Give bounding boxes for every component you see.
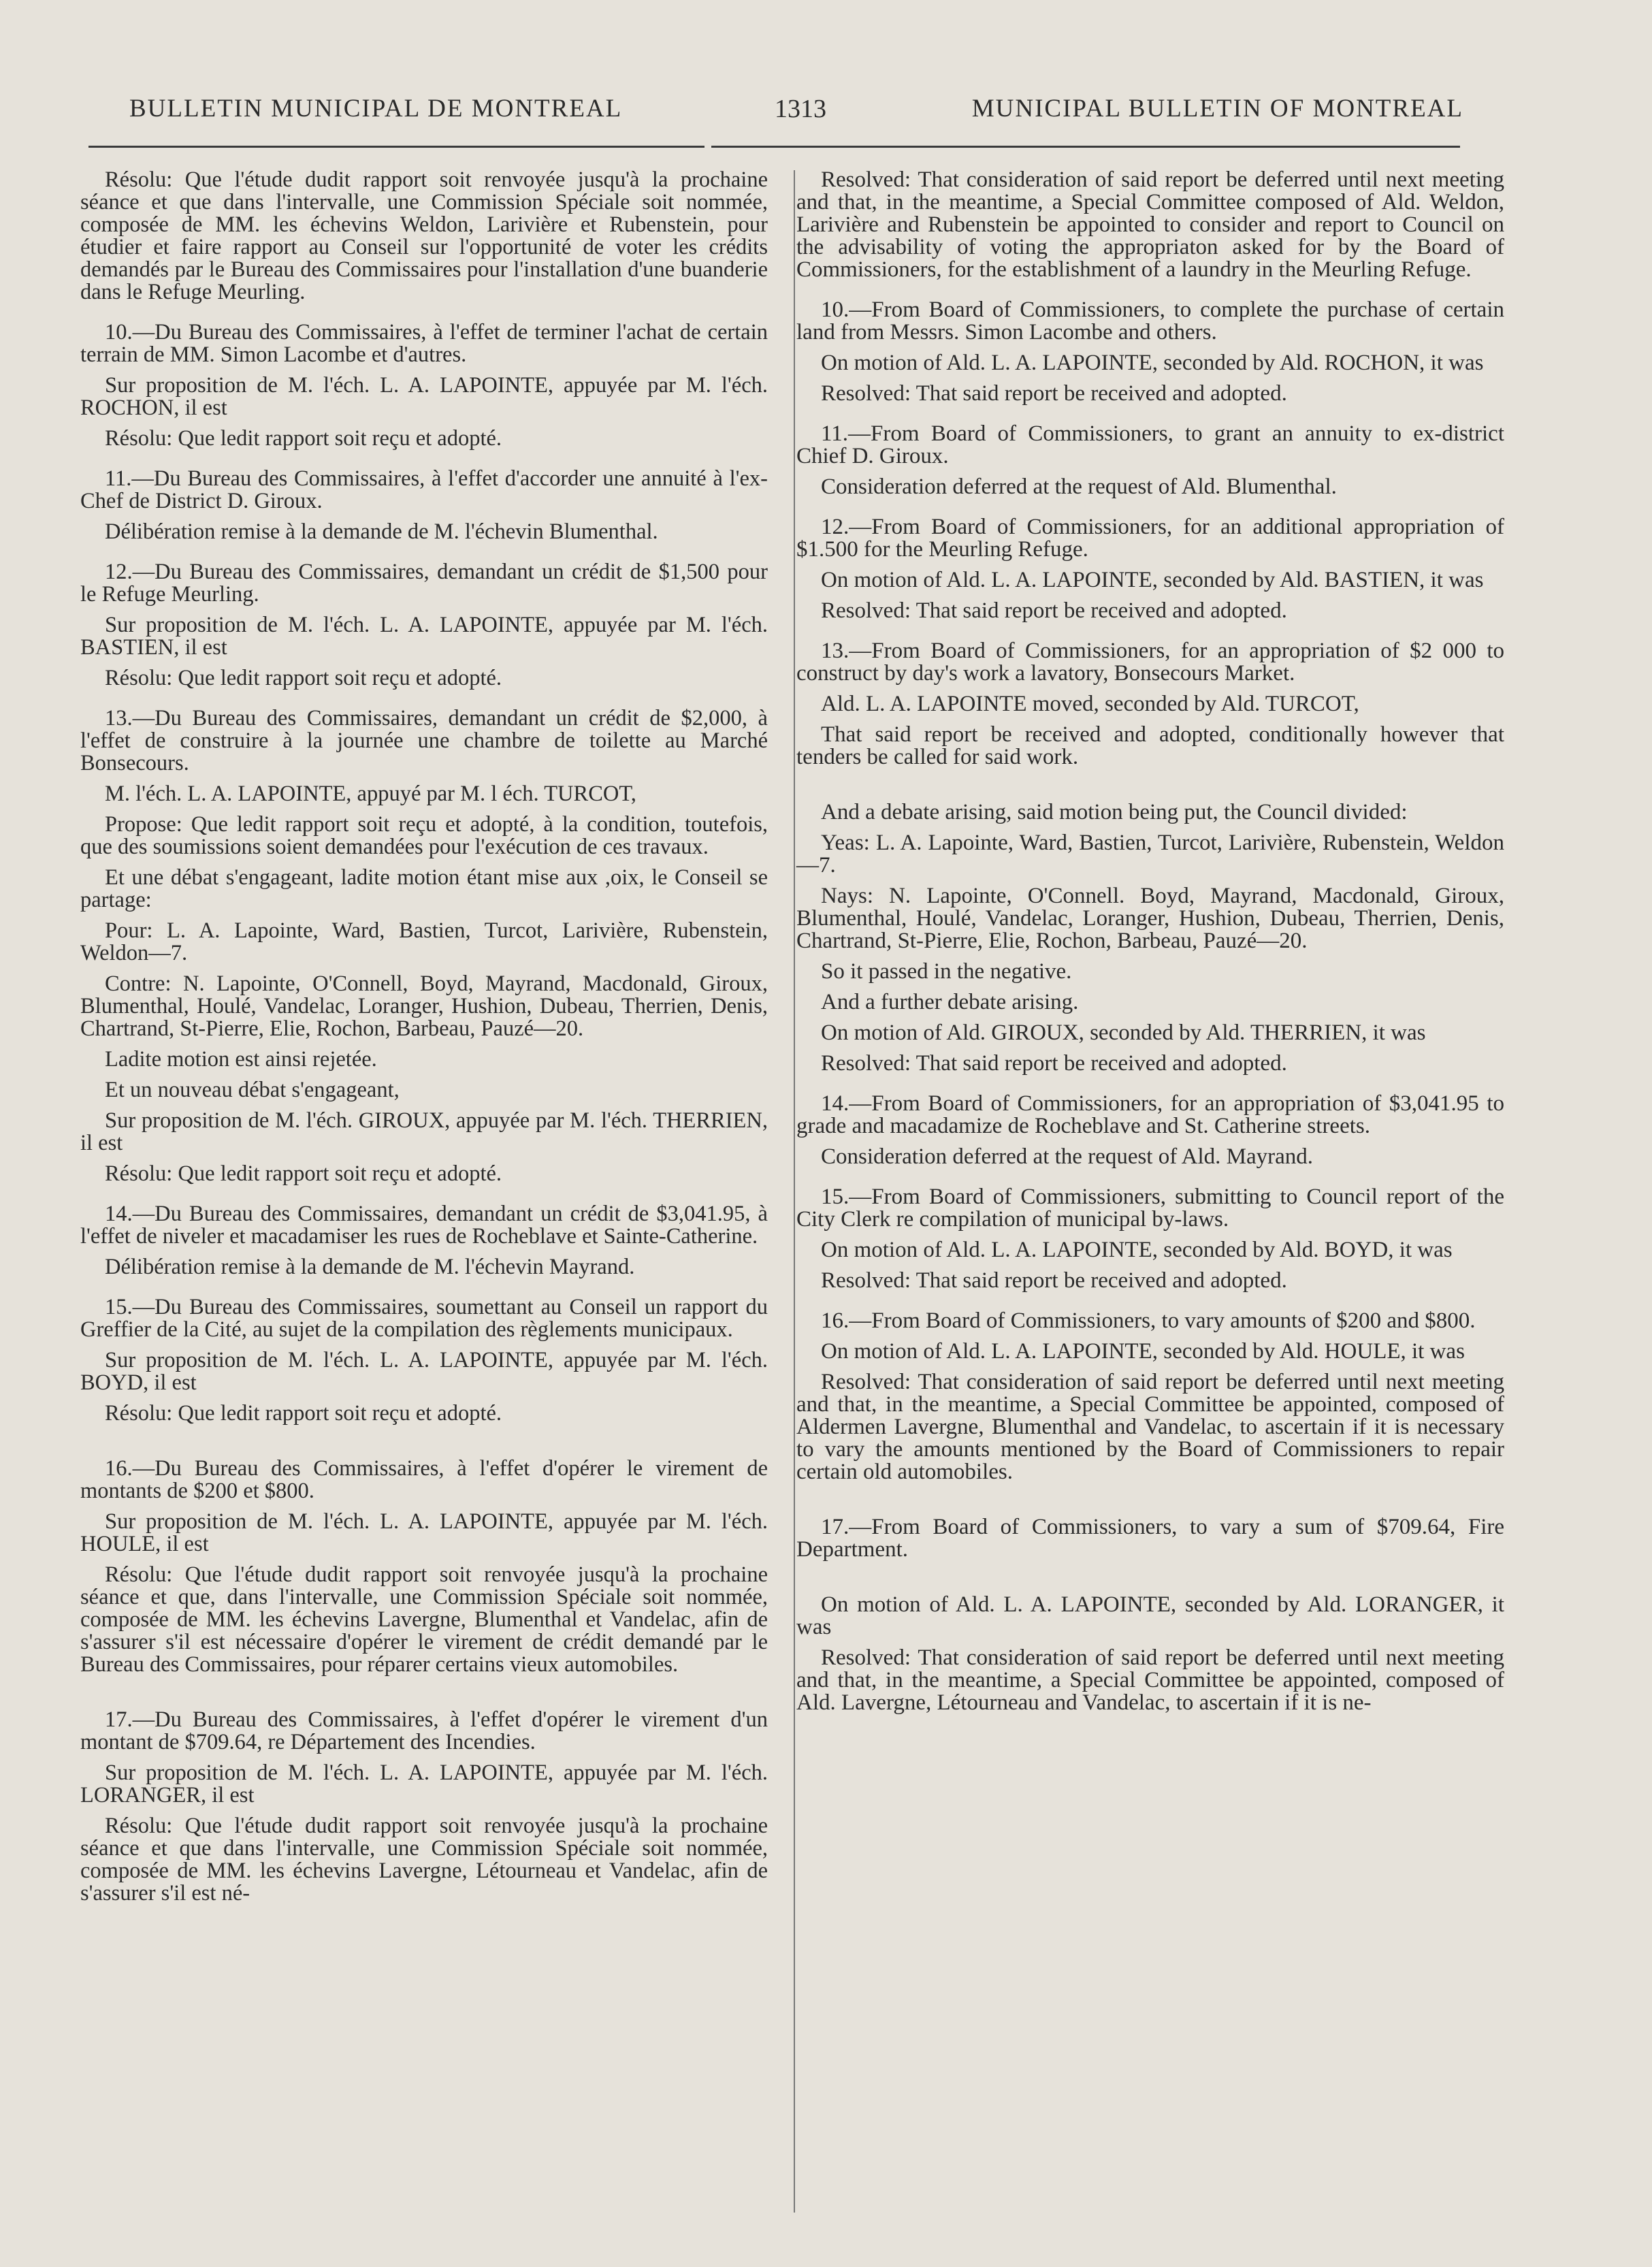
paragraph: Resolved: That said report be received and adopted. — [821, 1268, 1287, 1293]
paragraph: On motion of Ald. L. A. LAPOINTE, seconded by Ald. BASTIEN, it was — [821, 568, 1484, 592]
paragraph: Resolved: That said report be received and adopted. — [821, 381, 1287, 406]
paragraph: And a further debate arising. — [821, 990, 1079, 1014]
paragraph: Sur proposition de M. l'éch. L. A. LAPOINTE, appuyée par M. l'éch. BASTIEN, il est — [80, 613, 768, 660]
paragraph: Propose: Que ledit rapport soit reçu et adopté, à la condition, toutefois, que des soumissions soient demandées pour l'exécution de ces travaux. — [80, 812, 768, 859]
paragraph: Consideration deferred at the request of Ald. Mayrand. — [821, 1144, 1314, 1169]
paragraph: On motion of Ald. L. A. LAPOINTE, seconded by Ald. BOYD, it was — [821, 1238, 1453, 1262]
paragraph: Resolved: That consideration of said report be deferred until next meeting and that, in the meantime, a Special Committee be appointed, composed of Aldermen Lavergne, Blumenthal and Vandelac, to ascertain if it is necessary to vary the amounts mentioned by the Board of Commissioners to repair certain old automobiles. — [796, 1370, 1504, 1484]
paragraph: 13.—Du Bureau des Commissaires, demandant un crédit de $2,000, à l'effet de construire à la journée une chambre de toilette au Marché Bonsecours. — [80, 706, 768, 775]
paragraph: 10.—Du Bureau des Commissaires, à l'effet de terminer l'achat de certain terrain de MM. Simon Lacombe et d'autres. — [80, 320, 768, 367]
column-divider — [794, 170, 795, 2213]
french-column — [80, 169, 768, 1913]
paragraph: Ald. L. A. LAPOINTE moved, seconded by Ald. TURCOT, — [821, 692, 1359, 716]
paragraph: Résolu: Que ledit rapport soit reçu et adopté. — [105, 1161, 502, 1186]
paragraph: Et une débat s'engageant, ladite motion étant mise aux ,oix, le Conseil se partage: — [80, 865, 768, 912]
paragraph: Resolved: That consideration of said report be deferred until next meeting and that, in the meantime, a Special Committee composed of Ald. Weldon, Larivière and Rubenstein be appointed to consider and report to Council on the advisability of voting the appropriaton asked for by the Board of Commissioners, for the establishment of a laundry in the Meurling Refuge. — [796, 167, 1504, 282]
paragraph: 10.—From Board of Commissioners, to complete the purchase of certain land from Messrs. Simon Lacombe and others. — [796, 298, 1504, 344]
paragraph: Yeas: L. A. Lapointe, Ward, Bastien, Turcot, Larivière, Rubenstein, Weldon—7. — [796, 831, 1504, 878]
header-french-title: BULLETIN MUNICIPAL DE MONTREAL — [129, 95, 623, 123]
paragraph: Sur proposition de M. l'éch. L. A. LAPOINTE, appuyée par M. l'éch. BOYD, il est — [80, 1348, 768, 1395]
paragraph: 14.—From Board of Commissioners, for an appropriation of $3,041.95 to grade and macadamize de Rocheblave and St. Catherine streets. — [796, 1091, 1504, 1138]
paragraph: Ladite motion est ainsi rejetée. — [105, 1047, 377, 1072]
english-column — [796, 169, 1504, 1722]
paragraph: 15.—From Board of Commissioners, submitting to Council report of the City Clerk re compilation of municipal by-laws. — [796, 1185, 1504, 1232]
paragraph: On motion of Ald. L. A. LAPOINTE, seconded by Ald. LORANGER, it was — [796, 1592, 1504, 1639]
paragraph: On motion of Ald. L. A. LAPOINTE, seconded by Ald. ROCHON, it was — [821, 351, 1484, 375]
paragraph: On motion of Ald. GIROUX, seconded by Ald. THERRIEN, it was — [821, 1020, 1426, 1045]
paragraph: 14.—Du Bureau des Commissaires, demandant un crédit de $3,041.95, à l'effet de niveler et macadamiser les rues de Rocheblave et Sainte-Catherine. — [80, 1202, 768, 1249]
paragraph: Sur proposition de M. l'éch. L. A. LAPOINTE, appuyée par M. l'éch. LORANGER, il est — [80, 1760, 768, 1807]
paragraph: 13.—From Board of Commissioners, for an appropriation of $2 000 to construct by day's work a lavatory, Bonsecours Market. — [796, 639, 1504, 686]
paragraph: Sur proposition de M. l'éch. L. A. LAPOINTE, appuyée par M. l'éch. ROCHON, il est — [80, 373, 768, 420]
paragraph: Résolu: Que ledit rapport soit reçu et adopté. — [105, 426, 502, 451]
header-english-title: MUNICIPAL BULLETIN OF MONTREAL — [971, 95, 1463, 123]
paragraph: 12.—From Board of Commissioners, for an additional appropriation of $1.500 for the Meurling Refuge. — [796, 515, 1504, 562]
paragraph: Délibération remise à la demande de M. l'échevin Blumenthal. — [105, 519, 658, 544]
paragraph: On motion of Ald. L. A. LAPOINTE, seconded by Ald. HOULE, it was — [821, 1339, 1465, 1364]
paragraph: 16.—From Board of Commissioners, to vary amounts of $200 and $800. — [821, 1308, 1476, 1333]
page-number: 1313 — [775, 95, 826, 123]
paragraph: Résolu: Que ledit rapport soit reçu et adopté. — [105, 666, 502, 690]
paragraph: Pour: L. A. Lapointe, Ward, Bastien, Turcot, Larivière, Rubenstein, Weldon—7. — [80, 918, 768, 965]
paragraph: 17.—Du Bureau des Commissaires, à l'effet d'opérer le virement d'un montant de $709.64, re Département des Incendies. — [80, 1707, 768, 1754]
paragraph: M. l'éch. L. A. LAPOINTE, appuyé par M. l éch. TURCOT, — [105, 782, 636, 806]
paragraph: That said report be received and adopted, conditionally however that tenders be called for said work. — [796, 722, 1504, 769]
paragraph: Sur proposition de M. l'éch. GIROUX, appuyée par M. l'éch. THERRIEN, il est — [80, 1108, 768, 1155]
page-header — [129, 94, 1463, 135]
paragraph: 11.—From Board of Commissioners, to grant an annuity to ex-district Chief D. Giroux. — [796, 421, 1504, 468]
paragraph: So it passed in the negative. — [821, 959, 1072, 984]
paragraph: Resolved: That said report be received and adopted. — [821, 1051, 1287, 1076]
paragraph: 17.—From Board of Commissioners, to vary a sum of $709.64, Fire Department. — [796, 1515, 1504, 1562]
paragraph: Nays: N. Lapointe, O'Connell. Boyd, Mayrand, Macdonald, Giroux, Blumenthal, Houlé, Vandelac, Loranger, Hushion, Dubeau, Therrien, Denis, Chartrand, St-Pierre, Elie, Rochon, Barbeau, Pauzé—20. — [796, 884, 1504, 953]
paragraph: 12.—Du Bureau des Commissaires, demandant un crédit de $1,500 pour le Refuge Meurling. — [80, 560, 768, 607]
header-rule-left — [88, 146, 704, 148]
paragraph: 11.—Du Bureau des Commissaires, à l'effet d'accorder une annuité à l'ex-Chef de District D. Giroux. — [80, 466, 768, 513]
paragraph: Résolu: Que l'étude dudit rapport soit renvoyée jusqu'à la prochaine séance et que dans l'intervalle, une Commission Spéciale soit nommée, composée de MM. les échevins Lavergne, Létourneau et Vandelac, afin de s'assurer s'il est né- — [80, 1814, 768, 1906]
paragraph: Sur proposition de M. l'éch. L. A. LAPOINTE, appuyée par M. l'éch. HOULE, il est — [80, 1509, 768, 1556]
paragraph: Résolu: Que ledit rapport soit reçu et adopté. — [105, 1401, 502, 1426]
paragraph: Résolu: Que l'étude dudit rapport soit renvoyée jusqu'à la prochaine séance et que dans l'intervalle, une Commission Spéciale soit nommée, composée de MM. les échevins Weldon, Larivière et Rubenstein, pour étudier et faire rapport au Conseil sur l'opportunité de voter les crédits demandés par le Bureau des Commissaires pour l'installation d'une buanderie dans le Refuge Meurling. — [80, 167, 768, 304]
header-rule-right — [711, 146, 1460, 148]
paragraph: And a debate arising, said motion being put, the Council divided: — [821, 800, 1408, 824]
paragraph: Contre: N. Lapointe, O'Connell, Boyd, Mayrand, Macdonald, Giroux, Blumenthal, Houlé, Vandelac, Loranger, Hushion, Dubeau, Therrien, Denis, Chartrand, St-Pierre, Elie, Rochon, Barbeau, Pauzé—20. — [80, 971, 768, 1041]
paragraph: Consideration deferred at the request of Ald. Blumenthal. — [821, 475, 1337, 499]
paragraph: Et un nouveau débat s'engageant, — [105, 1078, 400, 1102]
paragraph: 16.—Du Bureau des Commissaires, à l'effet d'opérer le virement de montants de $200 et $800. — [80, 1456, 768, 1503]
paragraph: Résolu: Que l'étude dudit rapport soit renvoyée jusqu'à la prochaine séance et que, dans l'intervalle, une Commission Spéciale soit nommée, composée de MM. les échevins Lavergne, Blumenthal et Vandelac, afin de s'assurer s'il est nécessaire d'opérer le virement de crédit demandé par le Bureau des Commissaires, pour réparer certains vieux automobiles. — [80, 1562, 768, 1677]
paragraph: 15.—Du Bureau des Commissaires, soumettant au Conseil un rapport du Greffier de la Cité, au sujet de la compilation des règlements municipaux. — [80, 1295, 768, 1342]
paragraph: Resolved: That said report be received and adopted. — [821, 598, 1287, 623]
paragraph: Délibération remise à la demande de M. l'échevin Mayrand. — [105, 1255, 635, 1279]
paragraph: Resolved: That consideration of said report be deferred until next meeting and that, in the meantime, a Special Committee be appointed, composed of Ald. Lavergne, Létourneau and Vandelac, to ascertain if it is ne- — [796, 1645, 1504, 1715]
